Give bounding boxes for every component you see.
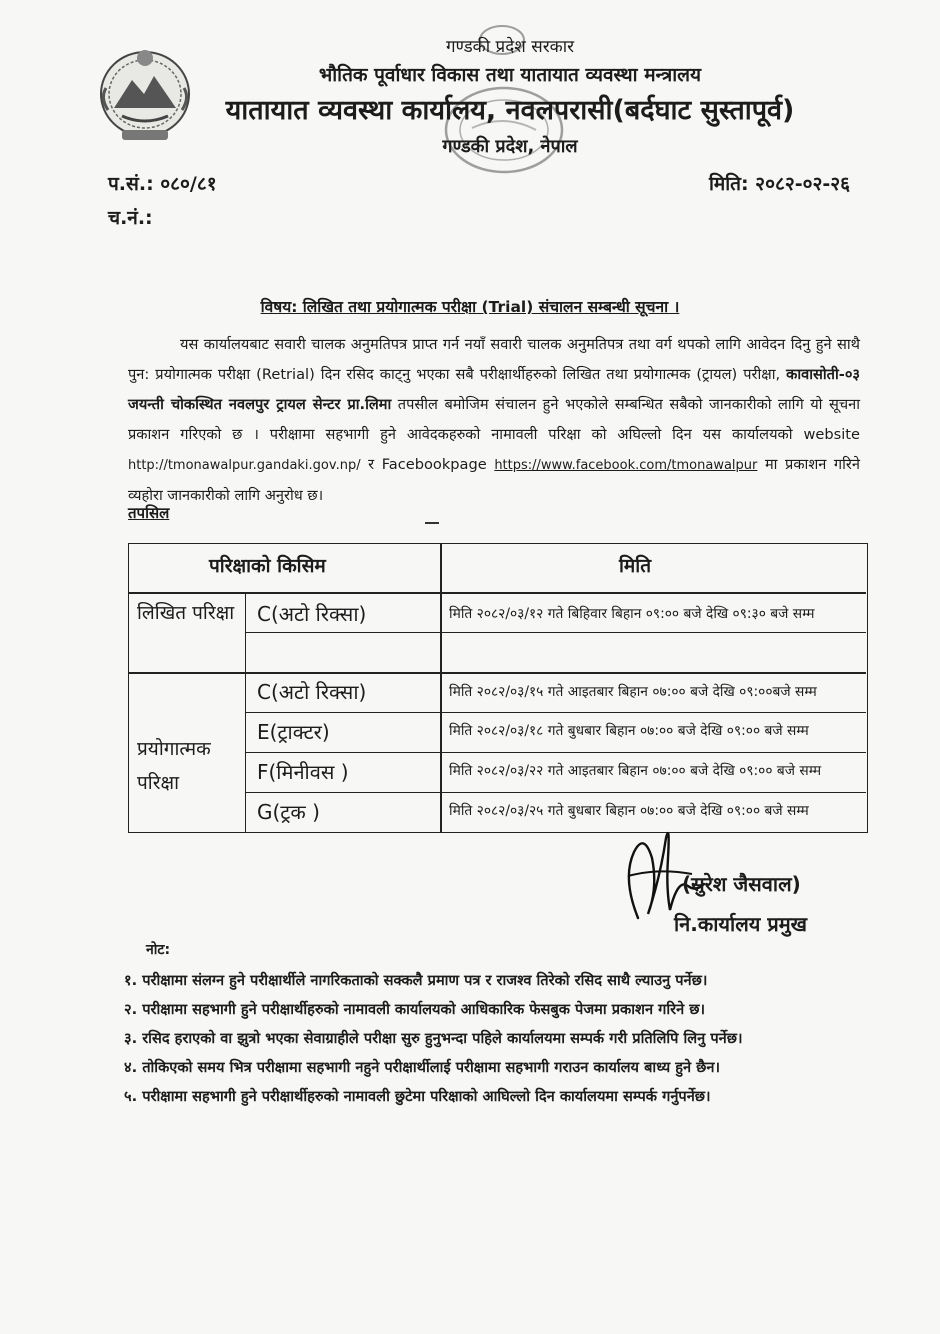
letter-date: मिति: २०८२-०२-२६ [708, 173, 850, 195]
notes-list [124, 966, 844, 1111]
signatory-title: नि.कार्यालय प्रमुख [674, 912, 808, 936]
note-item-4: ४. तोकिएको समय भित्र परीक्षामा सहभागी नहुने परीक्षार्थीलाई परीक्षामा सहभागी गराउन कार्यालय बाध्य हुने छैन। [124, 1059, 721, 1076]
practical-row-3-date: मिति २०८२/०३/२२ गते आइतबार बिहान ०७:०० बजे देखि ०९:०० बजे सम्म [449, 763, 822, 779]
header-province: गण्डकी प्रदेश सरकार [445, 37, 575, 57]
practical-row-3-vehicle: F(मिनीवस ) [257, 760, 349, 784]
signatory-name: (सुरेश जैसवाल) [682, 872, 801, 896]
facebook-link[interactable]: https://www.facebook.com/tmonawalpur [494, 458, 758, 473]
stray-mark [425, 522, 439, 524]
written-exam-label: लिखित परिक्षा [137, 602, 235, 624]
header-office: यातायात व्यवस्था कार्यालय, नवलपरासी(बर्दघाट सुस्तापूर्व) [225, 95, 795, 126]
letter-number: प.सं.: ०८०/८१ [108, 173, 217, 195]
note-item-1: १. परीक्षामा संलग्न हुने परीक्षार्थीले नागरिकताको सक्कलै प्रमाण पत्र र राजश्व तिरेको रसिद साथै ल्याउनु पर्नेछ। [124, 972, 708, 989]
practical-row-1-vehicle: C(अटो रिक्सा) [257, 680, 367, 704]
written-row-1-vehicle: C(अटो रिक्सा) [257, 602, 367, 626]
nepal-emblem-icon [92, 38, 198, 146]
schedule-heading: तपसिल [128, 504, 170, 522]
notes-heading: नोट: [146, 942, 171, 958]
header-location: गण्डकी प्रदेश, नेपाल [442, 136, 578, 157]
practical-row-1-date: मिति २०८२/०३/१५ गते आइतबार बिहान ०७:०० बजे देखि ०९:००बजे सम्म [449, 684, 817, 700]
website-link[interactable]: http://tmonawalpur.gandaki.gov.np/ [128, 458, 361, 473]
header-date: मिति [619, 555, 652, 577]
practical-row-2-vehicle: E(ट्राक्टर) [257, 720, 330, 744]
subject-line: विषय: लिखित तथा प्रयोगात्मक परीक्षा (Trial) संचालन सम्बन्धी सूचना । [260, 298, 680, 316]
header-ministry: भौतिक पूर्वाधार विकास तथा यातायात व्यवस्था मन्त्रालय [318, 64, 702, 86]
body-text-1: यस कार्यालयबाट सवारी चालक अनुमतिपत्र प्राप्त गर्न नयाँ सवारी चालक अनुमतिपत्र तथा वर्ग थपको लागि आवेदन दिनु हुने साथै पुन: प्रयोगात्मक परीक्षा (Retrial) दिन रसिद काट्नु भएका सबै परीक्षार्थीहरुको लिखित तथा प्रयोगात्मक (ट्रायल) परीक्षा, [128, 336, 860, 383]
note-item-2: २. परीक्षामा सहभागी हुने परीक्षार्थीहरुको नामावली कार्यालयको आधिकारिक फेसबुक पेजमा प्रकाशन गरिने छ। [124, 1001, 706, 1018]
body-text-3: र Facebookpage [368, 456, 487, 473]
dispatch-number: च.नं.: [108, 207, 153, 229]
body-paragraph [128, 330, 860, 511]
header-exam-type: परिक्षाको किसिम [209, 555, 326, 577]
written-row-1-date: मिति २०८२/०३/१२ गते बिहिवार बिहान ०९:०० बजे देखि ०९:३० बजे सम्म [449, 606, 815, 622]
exam-schedule-table [128, 543, 868, 833]
note-item-5: ५. परीक्षामा सहभागी हुने परीक्षार्थीहरुको नामावली छुटेमा परिक्षाको आघिल्लो दिन कार्यालयमा सम्पर्क गर्नुपर्नेछ। [124, 1088, 711, 1105]
practical-exam-label: प्रयोगात्मक परिक्षा [137, 738, 211, 794]
practical-row-4-date: मिति २०८२/०३/२५ गते बुधबार बिहान ०७:०० बजे देखि ०९:०० बजे सम्म [449, 803, 809, 819]
body-text-2: तपसील बमोजिम संचालन हुने भएकोले सम्बन्धित सबैको जानकारीको लागि यो सूचना प्रकाशन गरिएको छ । परीक्षामा सहभागी हुने आवेदकहरुको नामावली परिक्षा को अघिल्लो दिन यस कार्यालयको website [128, 396, 860, 443]
body-text-4: मा प्रकाशन गरिने व्यहोरा जानकारीको लागि अनुरोध छ। [128, 456, 860, 504]
practical-row-2-date: मिति २०८२/०३/१८ गते बुधबार बिहान ०७:०० बजे देखि ०९:०० बजे सम्म [449, 723, 809, 739]
trial-center-name: कावासोती-०३ जयन्ती चोकस्थित नवलपुर ट्रायल सेन्टर प्रा.लिमा [128, 366, 861, 413]
practical-row-4-vehicle: G(ट्रक ) [257, 800, 320, 824]
note-item-3: ३. रसिद हराएको वा झुत्रो भएका सेवाग्राहीले परीक्षा सुरु हुनुभन्दा पहिले कार्यालयमा सम्पर्क गरी प्रतिलिपि लिनु पर्नेछ। [124, 1030, 743, 1047]
